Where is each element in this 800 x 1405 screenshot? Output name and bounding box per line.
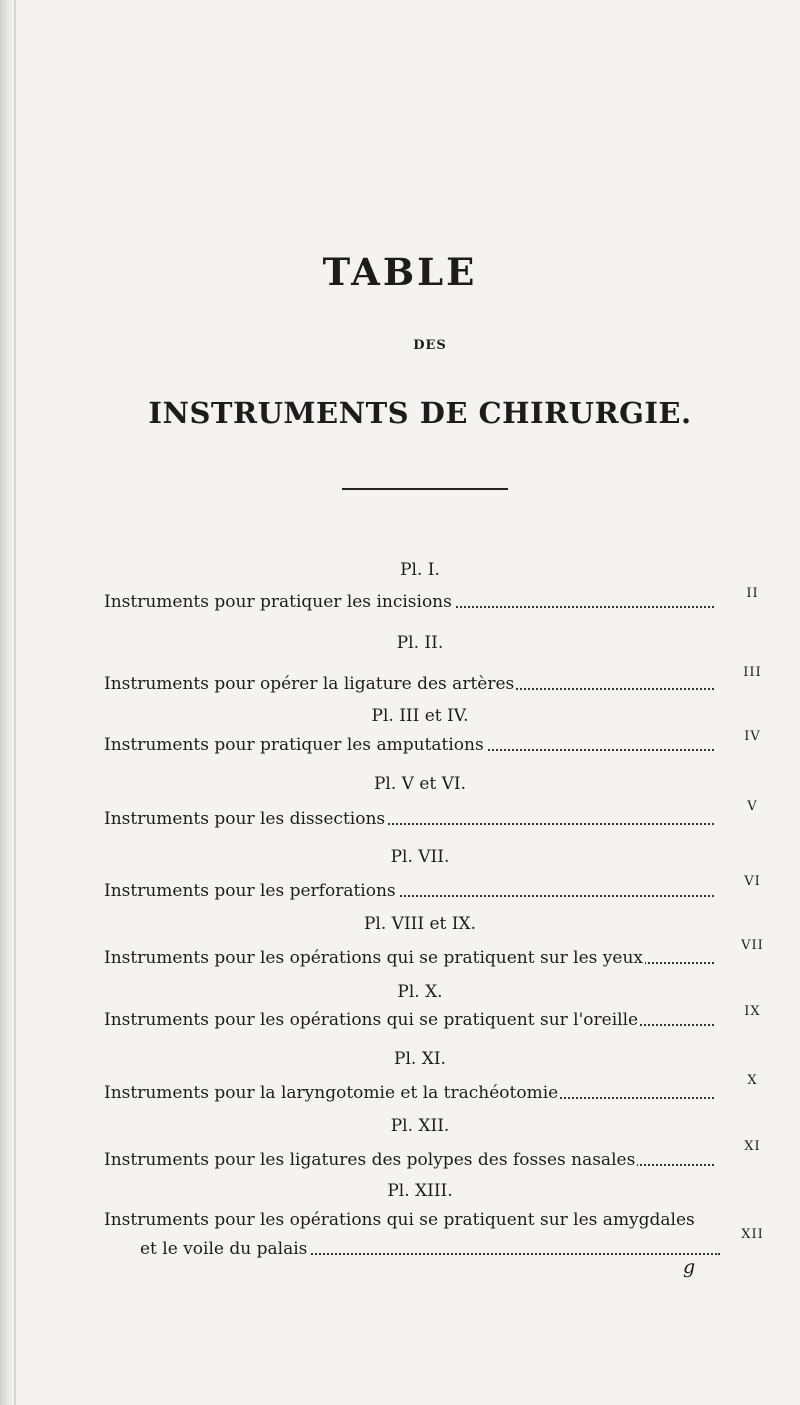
plate-label: Pl. XII.: [390, 1116, 450, 1136]
toc-page-number: III: [743, 665, 762, 680]
toc-entry: [104, 881, 714, 901]
plate-label: Pl. XI.: [394, 1049, 446, 1069]
toc-entry-text: Instruments pour les perforations: [104, 881, 396, 901]
toc-entry-text: Instruments pour les opérations qui se pratiquent sur les yeux: [104, 948, 644, 968]
toc-entry: [104, 1210, 714, 1230]
toc-page-number: VI: [744, 874, 761, 889]
toc-page-number: XI: [744, 1139, 761, 1154]
toc-entry-text: Instruments pour pratiquer les amputations: [104, 735, 484, 755]
page-title: TABLE: [322, 250, 478, 294]
plate-label: Pl. II.: [396, 633, 444, 653]
plate-label: Pl. III et IV.: [371, 706, 469, 726]
page-subtitle: INSTRUMENTS DE CHIRURGIE.: [148, 396, 692, 430]
toc-entry-text: Instruments pour les ligatures des polypes des fosses nasales: [104, 1150, 636, 1170]
plate-label: Pl. VIII et IX.: [363, 914, 477, 934]
toc-page-number: XII: [741, 1227, 764, 1242]
toc-page-number: IX: [744, 1004, 761, 1019]
toc-entry-text: Instruments pour opérer la ligature des artères: [104, 674, 515, 694]
toc-page-number: II: [746, 586, 759, 601]
toc-entry: [104, 948, 714, 968]
plate-label: Pl. V et VI.: [373, 774, 467, 794]
toc-entry: [104, 1150, 714, 1170]
signature-mark: g: [683, 1256, 696, 1278]
toc-page-number: X: [747, 1073, 758, 1088]
toc-entry-text-continuation: et le voile du palais: [140, 1239, 308, 1259]
toc-entry-text: Instruments pour la laryngotomie et la trachéotomie: [104, 1083, 559, 1103]
toc-page-number: IV: [744, 729, 761, 744]
toc-entry: [104, 1010, 714, 1030]
plate-label: Pl. I.: [400, 560, 440, 580]
plate-label: Pl. XIII.: [387, 1181, 453, 1201]
toc-entry: [104, 735, 714, 755]
toc-entry-text: Instruments pour les opérations qui se pratiquent sur les amygdales: [104, 1210, 695, 1230]
toc-entry: [104, 592, 714, 612]
toc-page-number: V: [747, 799, 758, 814]
toc-entry-text: Instruments pour les dissections: [104, 809, 386, 829]
plate-label: Pl. VII.: [390, 847, 450, 867]
toc-page-number: VII: [741, 938, 764, 953]
toc-entry-text: Instruments pour les opérations qui se pratiquent sur l'oreille: [104, 1010, 639, 1030]
title-connector: DES: [413, 338, 447, 353]
plate-label: Pl. X.: [397, 982, 443, 1002]
toc-entry: [104, 674, 714, 694]
toc-entry-continuation: [140, 1239, 720, 1259]
toc-entry: [104, 809, 714, 829]
toc-entry: [104, 1083, 714, 1103]
toc-entry-text: Instruments pour pratiquer les incisions: [104, 592, 452, 612]
